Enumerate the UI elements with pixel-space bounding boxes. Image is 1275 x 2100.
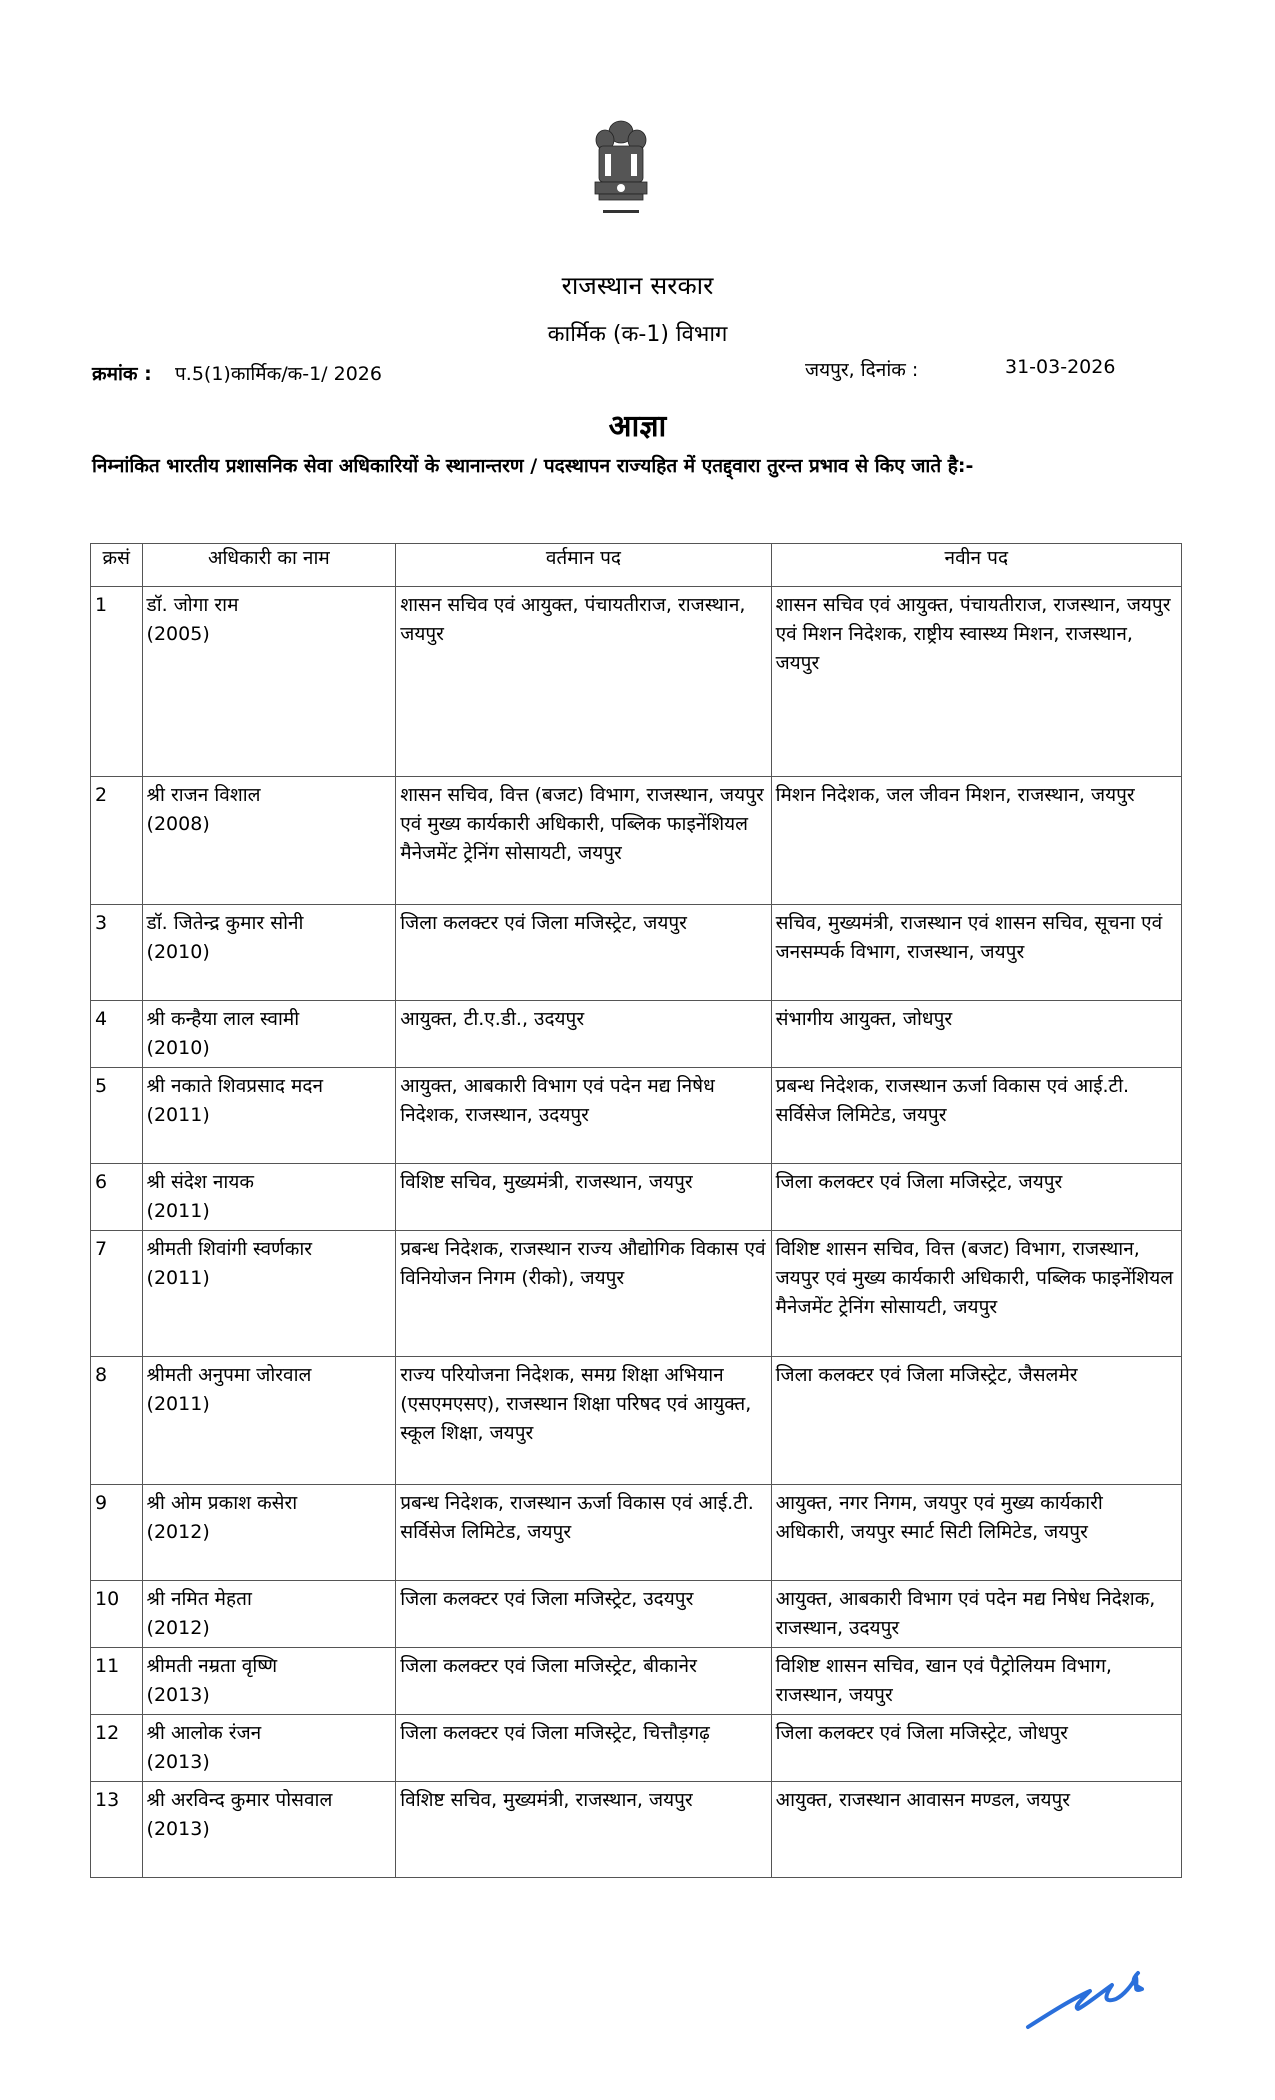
new-post-cell: मिशन निदेशक, जल जीवन मिशन, राजस्थान, जयपुर — [771, 777, 1181, 905]
officer-name: श्री आलोक रंजन — [146, 1722, 262, 1744]
officer-cell — [142, 1648, 396, 1715]
serial-cell: 5 — [91, 1068, 143, 1164]
officer-name: श्री राजन विशाल — [146, 784, 261, 806]
new-post-cell: विशिष्ट शासन सचिव, खान एवं पैट्रोलियम विभाग, राजस्थान, जयपुर — [771, 1648, 1181, 1715]
officer-name: श्रीमती नम्रता वृष्णि — [146, 1655, 278, 1677]
order-intro: निम्नांकित भारतीय प्रशासनिक सेवा अधिकारियों के स्थानान्तरण / पदस्थापन राज्यहित में एतद्द्वारा तुरन्त प्रभाव से किए जाते है:- — [92, 455, 974, 477]
officer-name: श्री नमित मेहता — [146, 1588, 252, 1610]
current-post-cell: राज्य परियोजना निदेशक, समग्र शिक्षा अभियान (एसएमएसए), राजस्थान शिक्षा परिषद एवं आयुक्त, स्कूल शिक्षा, जयपुर — [396, 1357, 771, 1485]
current-post-cell: जिला कलक्टर एवं जिला मजिस्ट्रेट, उदयपुर — [396, 1581, 771, 1648]
officer-name: श्रीमती शिवांगी स्वर्णकार — [146, 1238, 313, 1260]
table-row — [91, 905, 1182, 1001]
officer-batch: (2005) — [146, 623, 210, 645]
table-row — [91, 1782, 1182, 1878]
new-post-cell: विशिष्ट शासन सचिव, वित्त (बजट) विभाग, राजस्थान, जयपुर एवं मुख्य कार्यकारी अधिकारी, पब्लिक फाइनेंशियल मैनेजमेंट ट्रेनिंग सोसायटी, जयपुर — [771, 1231, 1181, 1357]
serial-cell: 12 — [91, 1715, 143, 1782]
officer-name: श्री नकाते शिवप्रसाद मदन — [146, 1075, 323, 1097]
table-row — [91, 1164, 1182, 1231]
date-value: 31-03-2026 — [1005, 356, 1116, 378]
officer-cell — [142, 1782, 396, 1878]
table-row — [91, 1485, 1182, 1581]
new-post-cell: आयुक्त, नगर निगम, जयपुर एवं मुख्य कार्यकारी अधिकारी, जयपुर स्मार्ट सिटी लिमिटेड, जयपुर — [771, 1485, 1181, 1581]
officer-name: डॉ. जोगा राम — [146, 594, 239, 616]
current-post-cell: जिला कलक्टर एवं जिला मजिस्ट्रेट, चित्तौड़गढ़ — [396, 1715, 771, 1782]
new-post-cell: जिला कलक्टर एवं जिला मजिस्ट्रेट, जयपुर — [771, 1164, 1181, 1231]
officer-cell — [142, 587, 396, 777]
state-emblem — [585, 118, 657, 228]
officer-batch: (2013) — [146, 1751, 210, 1773]
government-name: राजस्थान सरकार — [561, 271, 714, 300]
current-post-cell: शासन सचिव एवं आयुक्त, पंचायतीराज, राजस्थान, जयपुर — [396, 587, 771, 777]
officer-cell — [142, 1357, 396, 1485]
current-post-cell: आयुक्त, आबकारी विभाग एवं पदेन मद्य निषेध निदेशक, राजस्थान, उदयपुर — [396, 1068, 771, 1164]
officer-batch: (2012) — [146, 1617, 210, 1639]
ref-number-label: क्रमांक : — [92, 363, 152, 385]
signature — [1020, 1955, 1150, 2035]
current-post-cell: शासन सचिव, वित्त (बजट) विभाग, राजस्थान, जयपुर एवं मुख्य कार्यकारी अधिकारी, पब्लिक फाइनेंशियल मैनेजमेंट ट्रेनिंग सोसायटी, जयपुर — [396, 777, 771, 905]
transfer-table — [90, 543, 1182, 1878]
officer-name: श्री ओम प्रकाश कसेरा — [146, 1492, 298, 1514]
officer-batch: (2012) — [146, 1521, 210, 1543]
table-header-row — [91, 544, 1182, 587]
table-row — [91, 1068, 1182, 1164]
new-post-cell: आयुक्त, आबकारी विभाग एवं पदेन मद्य निषेध निदेशक, राजस्थान, उदयपुर — [771, 1581, 1181, 1648]
current-post-cell: आयुक्त, टी.ए.डी., उदयपुर — [396, 1001, 771, 1068]
current-post-cell: प्रबन्ध निदेशक, राजस्थान राज्य औद्योगिक विकास एवं विनियोजन निगम (रीको), जयपुर — [396, 1231, 771, 1357]
current-post-cell: विशिष्ट सचिव, मुख्यमंत्री, राजस्थान, जयपुर — [396, 1782, 771, 1878]
officer-batch: (2011) — [146, 1267, 210, 1289]
officer-name: श्री अरविन्द कुमार पोसवाल — [146, 1789, 333, 1811]
officer-cell — [142, 1164, 396, 1231]
serial-cell: 13 — [91, 1782, 143, 1878]
serial-cell: 2 — [91, 777, 143, 905]
officer-batch: (2010) — [146, 941, 210, 963]
department-name: कार्मिक (क-1) विभाग — [547, 322, 728, 347]
officer-batch: (2013) — [146, 1684, 210, 1706]
new-post-cell: आयुक्त, राजस्थान आवासन मण्डल, जयपुर — [771, 1782, 1181, 1878]
current-post-cell: जिला कलक्टर एवं जिला मजिस्ट्रेट, जयपुर — [396, 905, 771, 1001]
serial-cell: 8 — [91, 1357, 143, 1485]
date-label: जयपुर, दिनांक : — [805, 359, 919, 381]
officer-cell — [142, 1581, 396, 1648]
officer-batch: (2010) — [146, 1037, 210, 1059]
table-row — [91, 1715, 1182, 1782]
officer-name: श्रीमती अनुपमा जोरवाल — [146, 1364, 312, 1386]
new-post-cell: संभागीय आयुक्त, जोधपुर — [771, 1001, 1181, 1068]
lion-capital-emblem-icon — [585, 118, 657, 228]
officer-batch: (2013) — [146, 1818, 210, 1840]
officer-cell — [142, 1231, 396, 1357]
officer-cell — [142, 905, 396, 1001]
officer-name: श्री कन्हैया लाल स्वामी — [146, 1008, 300, 1030]
officer-batch: (2008) — [146, 813, 210, 835]
serial-cell: 1 — [91, 587, 143, 777]
current-post-cell: विशिष्ट सचिव, मुख्यमंत्री, राजस्थान, जयपुर — [396, 1164, 771, 1231]
officer-batch: (2011) — [146, 1104, 210, 1126]
serial-cell: 3 — [91, 905, 143, 1001]
table-row — [91, 777, 1182, 905]
officer-batch: (2011) — [146, 1200, 210, 1222]
new-post-cell: प्रबन्ध निदेशक, राजस्थान ऊर्जा विकास एवं आई.टी. सर्विसेज लिमिटेड, जयपुर — [771, 1068, 1181, 1164]
serial-cell: 7 — [91, 1231, 143, 1357]
serial-cell: 4 — [91, 1001, 143, 1068]
table-row — [91, 1231, 1182, 1357]
header-current-post: वर्तमान पद — [396, 544, 771, 587]
officer-cell — [142, 1715, 396, 1782]
officer-name: डॉ. जितेन्द्र कुमार सोनी — [146, 912, 304, 934]
serial-cell: 10 — [91, 1581, 143, 1648]
new-post-cell: शासन सचिव एवं आयुक्त, पंचायतीराज, राजस्थान, जयपुर एवं मिशन निदेशक, राष्ट्रीय स्वास्थ्य मिशन, राजस्थान, जयपुर — [771, 587, 1181, 777]
serial-cell: 9 — [91, 1485, 143, 1581]
new-post-cell: जिला कलक्टर एवं जिला मजिस्ट्रेट, जैसलमेर — [771, 1357, 1181, 1485]
table-row — [91, 1648, 1182, 1715]
table-row — [91, 1581, 1182, 1648]
officer-cell — [142, 1001, 396, 1068]
serial-cell: 11 — [91, 1648, 143, 1715]
officer-name: श्री संदेश नायक — [146, 1171, 254, 1193]
new-post-cell: सचिव, मुख्यमंत्री, राजस्थान एवं शासन सचिव, सूचना एवं जनसम्पर्क विभाग, राजस्थान, जयपुर — [771, 905, 1181, 1001]
current-post-cell: प्रबन्ध निदेशक, राजस्थान ऊर्जा विकास एवं आई.टी. सर्विसेज लिमिटेड, जयपुर — [396, 1485, 771, 1581]
officer-batch: (2011) — [146, 1393, 210, 1415]
table-row — [91, 1001, 1182, 1068]
table-row — [91, 1357, 1182, 1485]
order-title: आज्ञा — [608, 409, 667, 444]
serial-cell: 6 — [91, 1164, 143, 1231]
officer-cell — [142, 777, 396, 905]
header-new-post: नवीन पद — [771, 544, 1181, 587]
ref-number-value: प.5(1)कार्मिक/क-1/ 2026 — [175, 363, 382, 385]
signature-icon — [1020, 1955, 1150, 2035]
officer-cell — [142, 1068, 396, 1164]
header-officer-name: अधिकारी का नाम — [142, 544, 396, 587]
current-post-cell: जिला कलक्टर एवं जिला मजिस्ट्रेट, बीकानेर — [396, 1648, 771, 1715]
table-row — [91, 587, 1182, 777]
new-post-cell: जिला कलक्टर एवं जिला मजिस्ट्रेट, जोधपुर — [771, 1715, 1181, 1782]
header-serial: क्रसं — [91, 544, 143, 587]
officer-cell — [142, 1485, 396, 1581]
